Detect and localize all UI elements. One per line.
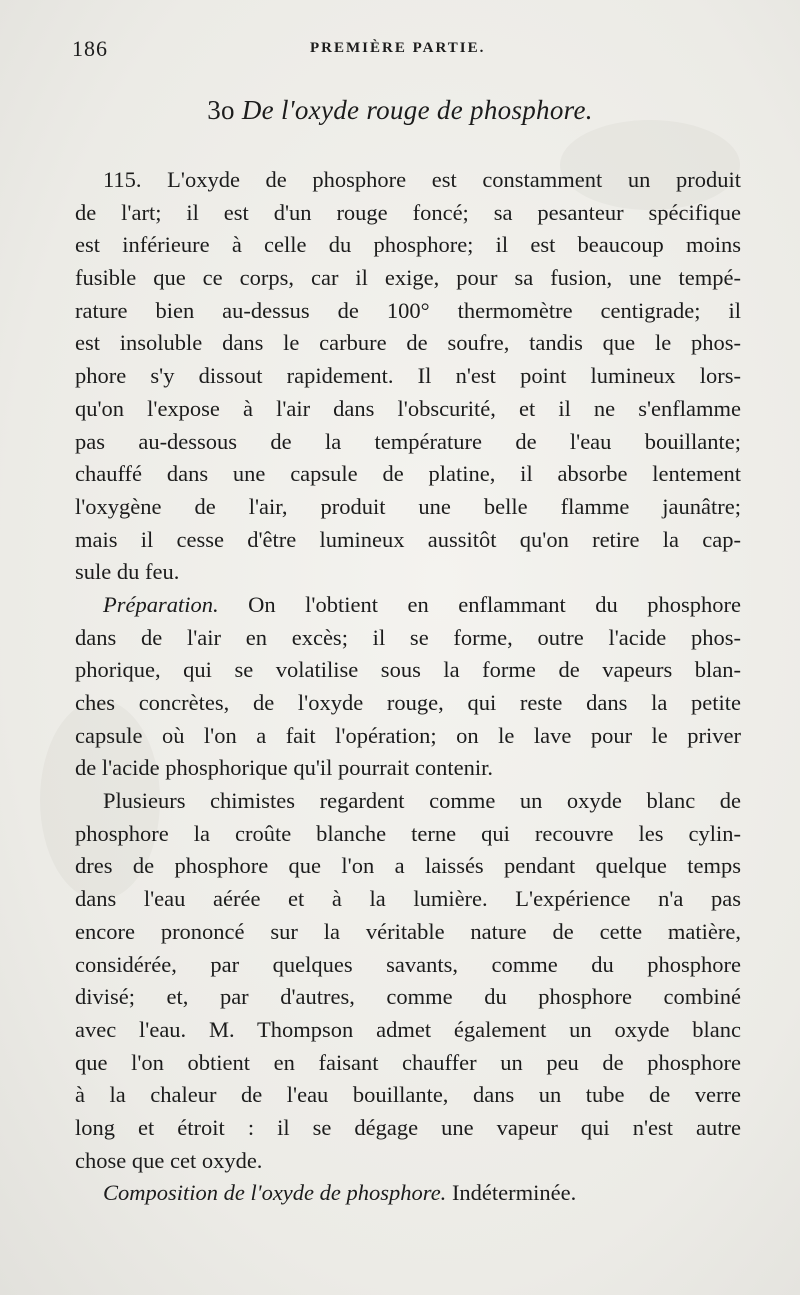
paragraph-3	[75, 785, 741, 1177]
text-line: l'oxygène de l'air, produit une belle flamme jaunâtre;	[75, 493, 741, 519]
text-line: fusible que ce corps, car il exige, pour sa fusion, une tempé-	[75, 265, 741, 291]
paragraph-label: Préparation.	[103, 591, 219, 617]
text-line: dans de l'air en excès; il se forme, outre l'acide phos-	[75, 624, 741, 650]
section-title	[0, 95, 800, 126]
text-line	[75, 589, 741, 622]
text-line: avec l'eau. M. Thompson admet également un oxyde blanc	[75, 1016, 741, 1042]
composition-value: Indéterminée.	[446, 1180, 577, 1206]
text-line: qu'on l'expose à l'air dans l'obscurité, et il ne s'enflamme	[75, 395, 741, 421]
text-line: ches concrètes, de l'oxyde rouge, qui reste dans la petite	[75, 690, 741, 715]
paragraph-4	[75, 1177, 741, 1210]
text-line: que l'on obtient en faisant chauffer un peu de phosphore	[75, 1049, 741, 1075]
text-line: est inférieure à celle du phosphore; il est beaucoup moins	[75, 232, 741, 258]
body-text	[75, 164, 741, 1210]
text-line: phore s'y dissout rapidement. Il n'est point lumineux lors-	[75, 363, 741, 389]
text-line: capsule où l'on a fait l'opération; on le lave pour le priver	[75, 722, 741, 748]
paragraph-1	[75, 164, 741, 589]
text-line: sule du feu.	[75, 559, 180, 585]
text-line: de l'art; il est d'un rouge foncé; sa pesanteur spécifique	[75, 199, 741, 225]
section-title-text: De l'oxyde rouge de phosphore.	[241, 95, 593, 125]
page-header	[60, 36, 750, 66]
running-head: PREMIÈRE PARTIE.	[310, 40, 486, 56]
text-line: chose que cet oxyde.	[75, 1147, 263, 1173]
text-line: à la chaleur de l'eau bouillante, dans un tube de verre	[75, 1082, 741, 1108]
text-line: dans l'eau aérée et à la lumière. L'expérience n'a pas	[75, 886, 741, 912]
text-line: Plusieurs chimistes regardent comme un oxyde blanc de	[103, 788, 741, 814]
text-line: mais il cesse d'être lumineux aussitôt qu'on retire la cap-	[75, 526, 741, 552]
text-line: 115. L'oxyde de phosphore est constamment un produit	[103, 167, 741, 192]
text-line: divisé; et, par d'autres, comme du phosphore combiné	[75, 984, 741, 1010]
text-line: est insoluble dans le carbure de soufre, tandis que le phos-	[75, 330, 741, 356]
section-number: 3o	[207, 95, 235, 125]
text-line: long et étroit : il se dégage une vapeur qui n'est autre	[75, 1114, 741, 1140]
text-line: chauffé dans une capsule de platine, il absorbe lentement	[75, 461, 741, 487]
text-line: phorique, qui se volatilise sous la forme de vapeurs blan-	[75, 657, 741, 683]
text-line: de l'acide phosphorique qu'il pourrait contenir.	[75, 755, 493, 781]
text-line: dres de phosphore que l'on a laissés pendant quelque temps	[75, 853, 741, 879]
composition-label: Composition de l'oxyde de phosphore.	[103, 1180, 447, 1206]
text-line: encore prononcé sur la véritable nature de cette matière,	[75, 918, 741, 944]
text-fragment: On l'obtient en enflammant du phosphore	[218, 591, 741, 617]
text-line	[75, 1177, 741, 1210]
page-number: 186	[72, 36, 108, 61]
paragraph-2	[75, 589, 741, 785]
text-line: considérée, par quelques savants, comme du phosphore	[75, 951, 741, 977]
text-line: pas au-dessous de la température de l'eau bouillante;	[75, 428, 741, 454]
text-line: rature bien au-dessus de 100° thermomètre centigrade; il	[75, 297, 741, 323]
text-line: phosphore la croûte blanche terne qui recouvre les cylin-	[75, 820, 741, 846]
